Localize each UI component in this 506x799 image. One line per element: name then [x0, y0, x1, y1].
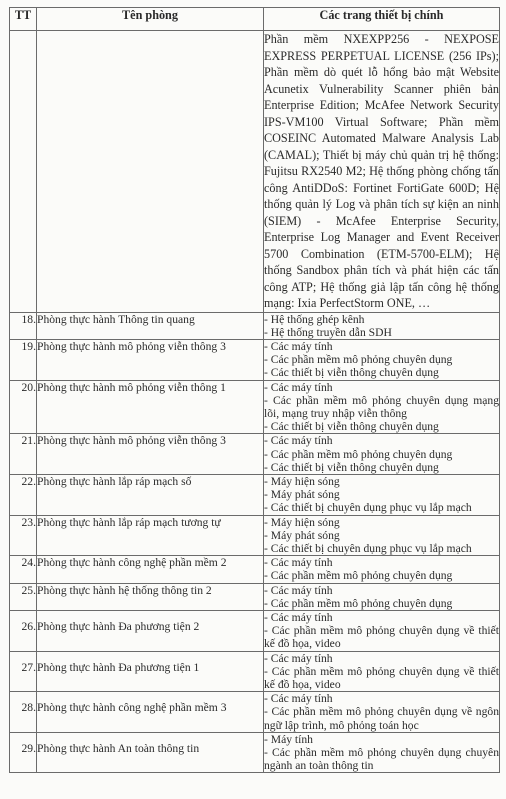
equipment-item: - Hệ thống ghép kênh [264, 312, 365, 326]
table-header-row [10, 8, 500, 31]
equipment-item: - Máy hiện sóng [264, 515, 340, 529]
equipment-item: - Các phần mềm mô phỏng chuyên dụng [264, 447, 453, 461]
continued-equipment-text: Phần mềm NXEXPP256 - NEXPOSE EXPRESS PERPETUAL LICENSE (256 IPs); Phần mềm dò quét lỗ hổng bảo mật Website Acunetix Vulnerability Scanner phiên bản Enterprise Edition; McAfee Network Security IPS-VM100 Virtual Software; Phần mềm COSEINC Automated Malware Analysis Lab (CAMAL); Thiết bị máy chủ quản trị hệ thống: Fujitsu RX2540 M2; Hệ thống phòng chống tấn công AntiDDoS: Fortinet FortiGate 600D; Hệ thống quản lý Log và phân tích sự kiện an ninh (SIEM) - McAfee Enterprise Security, Enterprise Log Manager and Event Receiver 5700 Combination (ETM-5700-ELM); Hệ thống Sandbox phân tích và phát hiện các tấn công ATP; Hệ thống giả lập tấn công hệ thống mạng: Ixia PerfectStorm ONE, … [264, 32, 499, 310]
equipment-item: - Các thiết bị viễn thông chuyên dụng [264, 460, 439, 474]
equipment-cell [264, 434, 500, 475]
table-row [10, 556, 500, 583]
equipment-item: - Các phần mềm mô phỏng chuyên dụng mạng lõi, mạng truy nhập viễn thông [264, 393, 499, 420]
equipment-table [9, 7, 500, 773]
room-name: Phòng thực hành công nghệ phần mềm 2 [37, 556, 264, 583]
equipment-item: - Các máy tính [264, 651, 333, 665]
equipment-item: - Các máy tính [264, 556, 333, 570]
continued-equipment-cell [264, 31, 500, 313]
header-room-name: Tên phòng [37, 8, 264, 31]
equipment-item: - Các phần mềm mô phỏng chuyên dụng [264, 353, 453, 367]
room-name: Phòng thực hành mô phỏng viễn thông 3 [37, 434, 264, 475]
equipment-item: - Các phần mềm mô phỏng chuyên dụng [264, 569, 453, 583]
equipment-cell [264, 474, 500, 515]
equipment-item: - Các máy tính [264, 692, 333, 706]
equipment-item: - Các thiết bị chuyên dụng phục vụ lắp mạch [264, 501, 472, 515]
equipment-cell [264, 339, 500, 380]
row-number: 18. [10, 312, 37, 339]
equipment-item: - Máy phát sóng [264, 488, 340, 502]
table-row [10, 583, 500, 610]
equipment-item: - Các thiết bị viễn thông chuyên dụng [264, 366, 439, 380]
row-number: 19. [10, 339, 37, 380]
equipment-item: - Các phần mềm mô phỏng chuyên dụng [264, 596, 453, 610]
row-number: 28. [10, 692, 37, 733]
table-row [10, 692, 500, 733]
equipment-item: - Các thiết bị viễn thông chuyên dụng [264, 420, 439, 434]
equipment-item: - Các phần mềm mô phỏng chuyên dụng về thiết kế đồ họa, video [264, 664, 499, 691]
equipment-item: - Các phần mềm mô phỏng chuyên dụng về thiết kế đồ họa, video [264, 624, 499, 651]
equipment-item: - Các phần mềm mô phỏng chuyên dụng chuyên ngành an toàn thông tin [264, 746, 499, 773]
equipment-item: - Máy hiện sóng [264, 474, 340, 488]
room-name: Phòng thực hành hệ thống thông tin 2 [37, 583, 264, 610]
equipment-item: - Các máy tính [264, 434, 333, 448]
room-name: Phòng thực hành công nghệ phần mềm 3 [37, 692, 264, 733]
equipment-item: - Các máy tính [264, 610, 333, 624]
table-row-continued [10, 31, 500, 313]
table-row [10, 474, 500, 515]
room-name: Phòng thực hành mô phỏng viễn thông 3 [37, 339, 264, 380]
table-row [10, 380, 500, 434]
equipment-cell [264, 651, 500, 692]
table-row [10, 732, 500, 773]
row-number: 23. [10, 515, 37, 556]
equipment-cell [264, 692, 500, 733]
header-equipment: Các trang thiết bị chính [264, 8, 500, 31]
continued-tt-cell [10, 31, 37, 313]
table-row [10, 610, 500, 651]
row-number: 21. [10, 434, 37, 475]
row-number: 26. [10, 610, 37, 651]
row-number: 22. [10, 474, 37, 515]
equipment-item: - Các máy tính [264, 583, 333, 597]
equipment-cell [264, 583, 500, 610]
equipment-item: - Các máy tính [264, 380, 333, 394]
header-tt: TT [10, 8, 37, 31]
row-number: 25. [10, 583, 37, 610]
table-body [10, 31, 500, 773]
table-row [10, 651, 500, 692]
room-name: Phòng thực hành An toàn thông tin [37, 732, 264, 773]
equipment-cell [264, 556, 500, 583]
room-name: Phòng thực hành Thông tin quang [37, 312, 264, 339]
table-row [10, 339, 500, 380]
equipment-item: - Các thiết bị chuyên dụng phục vụ lắp mạch [264, 541, 472, 555]
row-number: 20. [10, 380, 37, 434]
room-name: Phòng thực hành Đa phương tiện 2 [37, 610, 264, 651]
table-row [10, 312, 500, 339]
equipment-cell [264, 380, 500, 434]
equipment-item: - Các phần mềm mô phỏng chuyên dụng về ngôn ngữ lập trình, mô phỏng toán học [264, 705, 499, 732]
room-name: Phòng thực hành mô phỏng viễn thông 1 [37, 380, 264, 434]
table-row [10, 434, 500, 475]
equipment-cell [264, 732, 500, 773]
continued-name-cell [37, 31, 264, 313]
table-row [10, 515, 500, 556]
equipment-cell [264, 610, 500, 651]
row-number: 27. [10, 651, 37, 692]
room-name: Phòng thực hành Đa phương tiện 1 [37, 651, 264, 692]
room-name: Phòng thực hành lắp ráp mạch số [37, 474, 264, 515]
row-number: 24. [10, 556, 37, 583]
equipment-item: - Các máy tính [264, 339, 333, 353]
equipment-item: - Máy tính [264, 732, 313, 746]
equipment-item: - Hệ thống truyền dẫn SDH [264, 325, 392, 339]
equipment-cell [264, 515, 500, 556]
row-number: 29. [10, 732, 37, 773]
equipment-item: - Máy phát sóng [264, 528, 340, 542]
room-name: Phòng thực hành lắp ráp mạch tương tự [37, 515, 264, 556]
equipment-cell [264, 312, 500, 339]
